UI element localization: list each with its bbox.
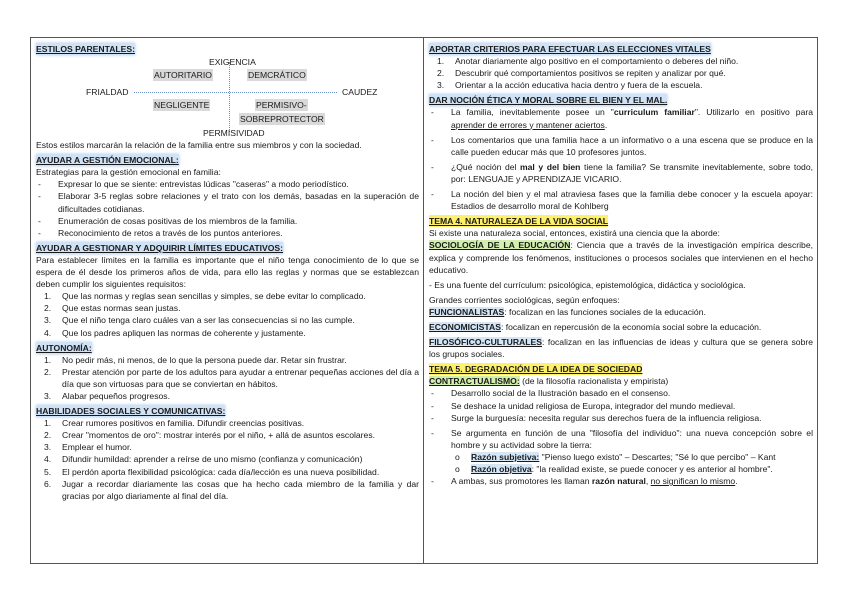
list-item [36,354,419,366]
list-marker: - [38,215,41,226]
text-segment: mal y del bien [520,161,581,172]
section-heading-row [36,151,419,166]
text-segment: No pedir más, ni menos, de lo que la persona puede dar. Retar sin frustrar. [62,354,347,365]
text-segment: FUNCIONALISTAS [429,306,505,317]
list-marker: 2. [44,430,52,441]
list-item [36,290,419,302]
text-segment: (de la filosofía racionalista y empirista) [519,376,669,387]
left-content [36,139,419,502]
text-segment: CONTRACTUALISMO: [429,376,520,387]
list-item [429,475,813,487]
list-item-text [471,451,776,463]
list-item-text [62,466,379,478]
list-item [36,227,419,239]
list-marker: 3. [44,315,52,326]
text-segment: , [645,476,651,487]
paragraph [429,294,813,306]
text-segment: Alabar pequeños progresos. [62,390,170,401]
list-item-text [62,302,180,314]
text-segment: - Es una fuente del currículum: psicológica, epistemológica, didáctica y sociológica. [429,279,746,290]
paragraph [36,254,419,290]
list-item [36,178,419,190]
text-segment: . [735,476,738,487]
list-item [36,302,419,314]
paragraph [429,306,813,318]
text-segment: Expresar lo que se siente: entrevistas lúdicas "caseras" a modo periodístico. [58,179,349,190]
list-marker: 1. [44,291,52,302]
list-item-text [451,427,813,451]
list-item-text [62,417,304,429]
list-marker: 4. [44,454,52,465]
list-item-text [451,188,813,212]
text-segment: Elaborar 3-5 reglas sobre relaciones y el trato con los demás, basadas en la superación de dificultades cotidianas. [58,191,419,214]
text-segment: Prestar atención por parte de los adultos para ayudar a entrenar pequeñas acciones del día a día que son virtuosas para que se conviertan en hábitos. [62,366,419,389]
list-marker: 1. [44,418,52,429]
section-heading: TEMA 4. NATURALEZA DE LA VIDA SOCIAL [429,216,609,227]
axis-label-top: EXIGENCIA [209,57,256,68]
list-item-text [62,390,170,402]
list-item [429,463,813,475]
list-item [429,161,813,185]
text-segment: Crear rumores positivos en familia. Difundir creencias positivas. [62,418,305,429]
section-heading-row [429,40,813,55]
text-segment: Surge la burguesía: necesita regular sus derechos fuera de la influencia religiosa. [451,412,762,423]
text-segment: Estrategias para la gestión emocional en familia: [36,167,221,178]
list-marker: - [431,476,434,487]
list-marker: - [38,227,41,238]
text-segment: Crear "momentos de oro": mostrar interés por el niño, + allá de asuntos escolares. [62,430,376,441]
text-segment: Que estas normas sean justas. [62,303,181,314]
list-item [36,314,419,326]
list-item [36,441,419,453]
paragraph [429,375,813,387]
list-marker: - [431,161,434,172]
list-marker: 3. [437,80,445,91]
section-heading: AUTONOMÍA: [36,342,92,353]
section-heading: DAR NOCIÓN ÉTICA Y MORAL SOBRE EL BIEN Y EL MAL. [429,95,668,106]
quadrant-sobreprotector: SOBREPROTECTOR [240,114,324,125]
list-item-text [451,161,813,185]
list-marker: 1. [44,354,52,365]
list-item [36,190,419,214]
list-item-text [58,227,283,239]
text-segment: curriculum familiar [613,107,695,118]
list-item [429,134,813,158]
list-item-text [471,463,773,475]
text-segment: aprender de errores y mantener aciertos [451,119,605,130]
list-item-text [62,327,306,339]
list-marker: - [431,427,434,438]
list-marker: o [455,464,460,474]
text-segment: : focalizan en las influencias de ideas y cultura que se genera sobre los grupos sociales. [429,337,813,360]
text-segment: : focalizan en repercusión de la economía social sobre la educación. [500,321,762,332]
text-segment: Jugar a recordar diariamente las cosas que ha hecho cada miembro de la familia y dar gracias por algo diariamente al final del día. [62,478,419,501]
text-segment: Enumeración de cosas positivas de los miembros de la familia. [58,215,298,226]
text-segment: Descubrir qué comportamientos positivos se repiten y analizar por qué. [455,68,726,79]
text-segment: : "la realidad existe, se puede conocer y es anterior al hombre". [531,464,773,474]
list-marker: 3. [44,442,52,453]
text-segment: El perdón aporta flexibilidad psicológica: cada día/lección es una nueva posibilidad. [62,466,380,477]
list-item-text [62,290,366,302]
list-item-text [62,366,419,390]
text-segment: Anotar diariamente algo positivo en el comportamiento o deberes del niño. [455,56,739,67]
list-marker: - [38,179,41,190]
quadrant-democratico: DEMCRÁTICO [248,70,306,81]
text-segment: Razón subjetiva: [471,451,540,462]
list-marker: - [431,388,434,399]
list-item [36,327,419,339]
list-marker: 3. [44,390,52,401]
list-item [429,79,813,91]
list-item-text [455,67,726,79]
list-marker: - [431,134,434,145]
section-heading-row [36,239,419,254]
text-segment: SOCIOLOGÍA DE LA EDUCACIÓN [429,240,571,251]
list-marker: 1. [437,56,445,67]
list-item [429,427,813,451]
text-segment: : Ciencia que a través de la investigación empírica describe, explica y comprende los fenómenos, instituciones o procesos sociales que intervienen en el hecho educativo. [429,240,813,275]
list-item-text [451,106,813,130]
text-segment: Razón objetiva [471,464,532,474]
list-marker: - [431,400,434,411]
text-segment: tiene la familia? Se transmite inevitablemente, sobre todo, por: LENGUAJE y APRENDIZAJE VICARIO. [451,161,813,184]
list-item-text [62,354,347,366]
list-item [429,55,813,67]
text-segment: Que el niño tenga claro cuáles van a ser las consecuencias si no las cumple. [62,315,355,326]
left-column [31,38,423,563]
section-heading-row [429,91,813,106]
text-segment: ¿Qué noción del [451,161,521,172]
paragraph [36,166,419,178]
list-marker: o [455,451,460,462]
list-item-text [455,55,738,67]
list-item [36,390,419,402]
paragraph [429,321,813,333]
list-item-text [62,429,375,441]
axis-label-left: FRIALDAD [86,87,129,98]
calidez-axis [134,92,337,93]
text-segment: La familia, inevitablemente posee un " [451,107,614,118]
list-item [429,188,813,212]
paragraph [429,239,813,275]
paragraph [429,279,813,291]
section-heading: AYUDAR A GESTIÓN EMOCIONAL: [36,155,179,166]
section-heading-row [36,402,419,417]
quadrant-permisivo: PERMISIVO- [256,100,307,111]
text-segment: Si existe una naturaleza social, entonces, existirá una ciencia que la aborde: [429,228,720,239]
heading-estilos-parentales: ESTILOS PARENTALES: [36,44,135,54]
right-content [429,40,813,487]
list-item [36,478,419,502]
text-segment: FILOSÓFICO-CULTURALES [429,337,542,348]
list-marker: - [431,412,434,423]
list-item-text [62,478,419,502]
text-segment: Se argumenta en función de una "filosofía del individuo": una nueva concepción sobre el hombre y su actividad sobre la tierra: [451,427,813,450]
text-segment: Grandes corrientes sociológicas, según enfoques: [429,294,620,305]
exigencia-axis [229,62,230,132]
list-item [429,387,813,399]
quadrant-autoritario: AUTORITARIO [154,70,212,81]
list-item-text [58,190,419,214]
paragraph [429,336,813,360]
text-segment: "Pienso luego existo" – Descartes; "Sé lo que percibo" – Kant [539,451,776,462]
section-heading: HABILIDADES SOCIALES Y COMUNICATIVAS: [36,406,226,417]
text-segment: ". Utilizarlo en positivo para [694,107,813,118]
list-item [429,400,813,412]
text-segment: Desarrollo social de la Ilustración basado en el consenso. [451,388,671,399]
text-segment: Se deshace la unidad religiosa de Europa, integrador del mundo medieval. [451,400,736,411]
section-heading-row [429,212,813,227]
paragraph [36,139,419,151]
document-page [30,37,818,564]
section-heading: APORTAR CRITERIOS PARA EFECTUAR LAS ELECCIONES VITALES [429,44,711,54]
text-segment: Los comentarios que una familia hace a un informativo o a una escena que se produce en la calle pueden educar más que 10 profesores juntos. [451,134,813,157]
text-segment: Que los padres apliquen las normas de coherente y justamente. [62,327,306,338]
axis-label-bottom: PERMISIVIDAD [203,128,265,139]
list-item-text [62,453,362,465]
text-segment: Estos estilos marcarán la relación de la familia entre sus miembros y con la sociedad. [36,140,362,151]
text-segment: : focalizan en las funciones sociales de la educación. [504,306,706,317]
list-item-text [58,178,349,190]
list-item-text [455,79,702,91]
list-item [429,106,813,130]
quadrant-negligente: NEGLIGENTE [154,100,210,111]
list-item [429,67,813,79]
list-marker: - [431,107,434,118]
section-heading-row [36,339,419,354]
list-item [36,453,419,465]
right-column [423,38,817,563]
list-item [429,412,813,424]
text-segment: ECONOMICISTAS [429,321,501,332]
list-item-text [451,400,735,412]
list-marker: 2. [437,68,445,79]
list-item [36,366,419,390]
text-segment: La noción del bien y el mal atraviesa fases que la familia debe conocer y la escuela apoyar: Estadios de desarrollo moral de Kohlberg [451,189,813,212]
list-item-text [451,412,762,424]
list-item-text [62,441,132,453]
list-item [36,466,419,478]
list-item-text [62,314,355,326]
list-item [36,215,419,227]
list-item-text [451,475,738,487]
list-marker: 2. [44,366,52,377]
list-marker: - [431,189,434,200]
text-segment: Orientar a la acción educativa hacia dentro y fuera de la escuela. [455,80,703,91]
text-segment: Para establecer límites en la familia es importante que el niño tenga conocimiento de lo que se espera de él desde los primeros años de vida, para ello las reglas y normas que se establezcan deben cumplir los siguientes requisitos: [36,254,419,290]
list-item [429,451,813,463]
section-heading: TEMA 5. DEGRADACIÓN DE LA IDEA DE SOCIEDAD [429,364,643,375]
text-segment: A ambas, sus promotores les llaman [451,476,592,487]
text-segment: . [604,119,608,130]
paragraph [429,227,813,239]
list-item-text [451,134,813,158]
text-segment: Reconocimiento de retos a través de los puntos anteriores. [58,227,283,238]
list-marker: 4. [44,327,52,338]
parenting-styles-diagram [36,55,419,139]
section-heading: AYUDAR A GESTIONAR Y ADQUIRIR LÍMITES EDUCATIVOS: [36,242,284,253]
list-marker: - [38,191,41,202]
list-marker: 5. [44,466,52,477]
text-segment: Que las normas y reglas sean sencillas y simples, se debe evitar lo complicado. [62,291,366,302]
list-marker: 6. [44,478,52,489]
axis-label-right: CAUDEZ [342,87,378,98]
text-segment: razón natural [591,476,646,487]
text-segment: Emplear el humor. [62,442,132,453]
list-item-text [58,215,297,227]
list-item [36,429,419,441]
list-item-text [451,387,670,399]
list-item [36,417,419,429]
text-segment: Difundir humildad: aprender a reírse de uno mismo (confianza y comunicación) [62,454,363,465]
list-marker: 2. [44,303,52,314]
text-segment: no significan lo mismo [650,476,736,487]
section-heading-row [429,360,813,375]
